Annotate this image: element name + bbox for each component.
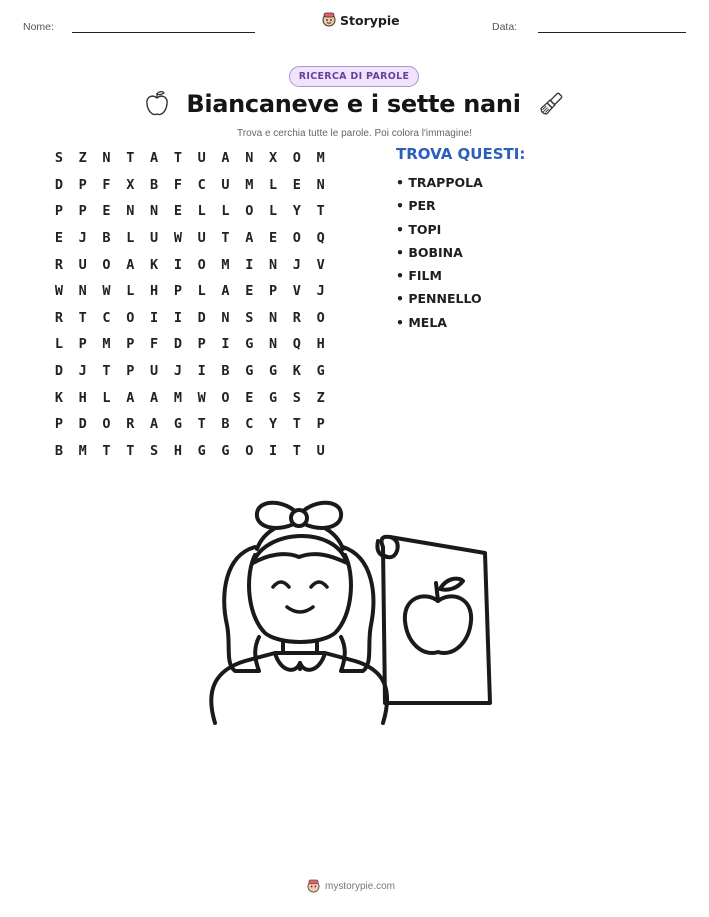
grid-cell[interactable]: X: [126, 176, 135, 193]
grid-cell[interactable]: W: [102, 283, 111, 300]
grid-cell[interactable]: F: [102, 176, 111, 193]
grid-cell[interactable]: Y: [269, 416, 278, 433]
grid-cell[interactable]: G: [173, 416, 182, 433]
grid-cell[interactable]: E: [173, 203, 182, 220]
grid-cell[interactable]: T: [102, 442, 111, 459]
grid-cell[interactable]: I: [173, 309, 182, 326]
grid-cell[interactable]: A: [221, 283, 230, 300]
grid-cell[interactable]: U: [197, 150, 206, 167]
word-list-item: • BOBINA: [396, 241, 525, 264]
grid-cell[interactable]: L: [269, 176, 278, 193]
grid-cell[interactable]: T: [221, 230, 230, 247]
grid-cell[interactable]: H: [150, 283, 159, 300]
instructions: Trova e cerchia tutte le parole. Poi colora l'immagine!: [237, 128, 472, 139]
grid-cell[interactable]: M: [316, 150, 325, 167]
grid-cell[interactable]: M: [221, 256, 230, 273]
grid-row: [47, 172, 333, 199]
grid-cell[interactable]: B: [150, 176, 159, 193]
paintbrush-icon: [537, 90, 565, 118]
word-list-item: • TOPI: [396, 218, 525, 241]
grid-cell[interactable]: R: [54, 309, 63, 326]
snow-white-illustration: [195, 485, 515, 725]
grid-cell[interactable]: T: [292, 442, 301, 459]
brand-logo: [322, 12, 400, 28]
grid-cell[interactable]: U: [197, 230, 206, 247]
grid-cell[interactable]: P: [54, 203, 63, 220]
grid-cell[interactable]: L: [126, 230, 135, 247]
grid-cell[interactable]: U: [221, 176, 230, 193]
grid-cell[interactable]: N: [78, 283, 87, 300]
grid-cell[interactable]: B: [102, 230, 111, 247]
grid-cell[interactable]: P: [197, 336, 206, 353]
grid-cell[interactable]: I: [221, 336, 230, 353]
grid-cell[interactable]: T: [173, 150, 182, 167]
activity-badge: RICERCA DI PAROLE: [289, 66, 419, 87]
grid-cell[interactable]: Q: [316, 230, 325, 247]
grid-cell[interactable]: C: [197, 176, 206, 193]
grid-cell[interactable]: N: [245, 150, 254, 167]
grid-cell[interactable]: N: [126, 203, 135, 220]
grid-cell[interactable]: F: [150, 336, 159, 353]
word-search-grid: [47, 145, 333, 464]
grid-row: [47, 438, 333, 465]
grid-cell[interactable]: I: [245, 256, 254, 273]
grid-cell[interactable]: R: [126, 416, 135, 433]
grid-cell[interactable]: Z: [78, 150, 87, 167]
grid-cell[interactable]: G: [221, 442, 230, 459]
grid-row: [47, 331, 333, 358]
word-list-item: • PER: [396, 194, 525, 217]
title-row: [0, 90, 709, 118]
grid-cell[interactable]: I: [173, 256, 182, 273]
grid-cell[interactable]: W: [197, 389, 206, 406]
grid-cell[interactable]: U: [150, 363, 159, 380]
grid-cell[interactable]: E: [292, 176, 301, 193]
grid-cell[interactable]: O: [221, 389, 230, 406]
grid-row: [47, 251, 333, 278]
word-list: [396, 171, 525, 334]
grid-cell[interactable]: P: [126, 336, 135, 353]
grid-cell[interactable]: G: [197, 442, 206, 459]
grid-cell[interactable]: A: [150, 150, 159, 167]
grid-cell[interactable]: L: [269, 203, 278, 220]
grid-row: [47, 145, 333, 172]
grid-cell[interactable]: U: [150, 230, 159, 247]
grid-cell[interactable]: U: [316, 442, 325, 459]
grid-cell[interactable]: S: [150, 442, 159, 459]
grid-cell[interactable]: D: [173, 336, 182, 353]
grid-cell[interactable]: R: [292, 309, 301, 326]
grid-cell[interactable]: K: [150, 256, 159, 273]
word-list-item: • PENNELLO: [396, 287, 525, 310]
grid-cell[interactable]: J: [78, 363, 87, 380]
grid-cell[interactable]: J: [316, 283, 325, 300]
footer-url[interactable]: mystorypie.com: [325, 881, 396, 892]
grid-row: [47, 384, 333, 411]
grid-cell[interactable]: T: [197, 416, 206, 433]
grid-cell[interactable]: O: [245, 442, 254, 459]
grid-cell[interactable]: M: [78, 442, 87, 459]
grid-cell[interactable]: U: [78, 256, 87, 273]
grid-cell[interactable]: H: [78, 389, 87, 406]
grid-cell[interactable]: E: [245, 389, 254, 406]
grid-cell[interactable]: D: [197, 309, 206, 326]
grid-cell[interactable]: H: [173, 442, 182, 459]
grid-row: [47, 411, 333, 438]
grid-cell[interactable]: C: [102, 309, 111, 326]
grid-cell[interactable]: S: [245, 309, 254, 326]
grid-cell[interactable]: N: [269, 336, 278, 353]
word-list-title: TROVA QUESTI:: [396, 145, 526, 163]
grid-cell[interactable]: V: [292, 283, 301, 300]
grid-cell[interactable]: J: [78, 230, 87, 247]
grid-row: [47, 358, 333, 385]
grid-cell[interactable]: P: [173, 283, 182, 300]
grid-cell[interactable]: P: [126, 363, 135, 380]
storypie-mascot-icon: [307, 879, 320, 894]
grid-cell[interactable]: M: [102, 336, 111, 353]
grid-cell[interactable]: A: [126, 389, 135, 406]
grid-cell[interactable]: N: [316, 176, 325, 193]
grid-cell[interactable]: G: [245, 336, 254, 353]
grid-cell[interactable]: S: [54, 150, 63, 167]
grid-cell[interactable]: P: [316, 416, 325, 433]
grid-cell[interactable]: T: [126, 150, 135, 167]
grid-cell[interactable]: A: [126, 256, 135, 273]
grid-cell[interactable]: D: [78, 416, 87, 433]
grid-cell[interactable]: T: [292, 416, 301, 433]
apple-icon: [144, 90, 170, 118]
grid-cell[interactable]: N: [150, 203, 159, 220]
grid-cell[interactable]: J: [173, 363, 182, 380]
footer: [307, 879, 395, 894]
grid-cell[interactable]: P: [78, 176, 87, 193]
grid-cell[interactable]: L: [54, 336, 63, 353]
grid-cell[interactable]: O: [292, 150, 301, 167]
grid-cell[interactable]: P: [78, 203, 87, 220]
grid-cell[interactable]: N: [269, 256, 278, 273]
name-line: [72, 32, 255, 33]
grid-cell[interactable]: E: [269, 230, 278, 247]
grid-cell[interactable]: P: [54, 416, 63, 433]
grid-cell[interactable]: L: [221, 203, 230, 220]
grid-row: [47, 198, 333, 225]
grid-cell[interactable]: E: [102, 203, 111, 220]
grid-cell[interactable]: L: [197, 283, 206, 300]
grid-cell[interactable]: Z: [316, 389, 325, 406]
grid-cell[interactable]: T: [316, 203, 325, 220]
grid-cell[interactable]: E: [245, 283, 254, 300]
page-title: Biancaneve e i sette nani: [186, 90, 521, 118]
grid-cell[interactable]: M: [245, 176, 254, 193]
grid-row: [47, 278, 333, 305]
grid-cell[interactable]: N: [102, 150, 111, 167]
word-list-item: • MELA: [396, 311, 525, 334]
grid-cell[interactable]: I: [197, 363, 206, 380]
grid-cell[interactable]: N: [221, 309, 230, 326]
grid-cell[interactable]: A: [245, 230, 254, 247]
grid-cell[interactable]: R: [54, 256, 63, 273]
grid-cell[interactable]: Y: [292, 203, 301, 220]
grid-cell[interactable]: W: [54, 283, 63, 300]
grid-cell[interactable]: T: [78, 309, 87, 326]
grid-cell[interactable]: L: [126, 283, 135, 300]
grid-cell[interactable]: B: [221, 416, 230, 433]
grid-cell[interactable]: Q: [292, 336, 301, 353]
grid-cell[interactable]: O: [197, 256, 206, 273]
grid-cell[interactable]: T: [126, 442, 135, 459]
grid-cell[interactable]: T: [102, 363, 111, 380]
name-label: Nome:: [23, 21, 54, 33]
grid-cell[interactable]: X: [269, 150, 278, 167]
grid-cell[interactable]: A: [150, 389, 159, 406]
grid-cell[interactable]: P: [269, 283, 278, 300]
grid-cell[interactable]: O: [316, 309, 325, 326]
grid-cell[interactable]: F: [173, 176, 182, 193]
date-label: Data:: [492, 21, 518, 33]
grid-cell[interactable]: G: [269, 389, 278, 406]
grid-cell[interactable]: S: [292, 389, 301, 406]
scroll-icon: [377, 537, 490, 703]
grid-cell[interactable]: D: [54, 363, 63, 380]
grid-cell[interactable]: B: [54, 442, 63, 459]
storypie-mascot-icon: [322, 12, 336, 28]
grid-cell[interactable]: O: [102, 256, 111, 273]
grid-cell[interactable]: O: [245, 203, 254, 220]
grid-cell[interactable]: I: [150, 309, 159, 326]
grid-cell[interactable]: N: [269, 309, 278, 326]
grid-cell[interactable]: O: [102, 416, 111, 433]
grid-cell[interactable]: D: [54, 176, 63, 193]
grid-cell[interactable]: A: [221, 150, 230, 167]
word-list-item: • FILM: [396, 264, 525, 287]
bow-icon: [257, 503, 341, 528]
grid-cell[interactable]: I: [269, 442, 278, 459]
date-line: [538, 32, 686, 33]
grid-cell[interactable]: A: [150, 416, 159, 433]
grid-cell[interactable]: L: [102, 389, 111, 406]
grid-cell[interactable]: O: [126, 309, 135, 326]
grid-cell[interactable]: G: [316, 363, 325, 380]
grid-cell[interactable]: P: [78, 336, 87, 353]
word-list-panel: [396, 145, 525, 334]
grid-cell[interactable]: W: [173, 230, 182, 247]
grid-cell[interactable]: K: [54, 389, 63, 406]
grid-cell[interactable]: K: [292, 363, 301, 380]
brand-name: Storypie: [340, 12, 400, 28]
grid-cell[interactable]: O: [292, 230, 301, 247]
grid-row: [47, 225, 333, 252]
grid-cell[interactable]: J: [292, 256, 301, 273]
grid-row: [47, 305, 333, 332]
grid-cell[interactable]: B: [221, 363, 230, 380]
grid-cell[interactable]: V: [316, 256, 325, 273]
grid-cell[interactable]: H: [316, 336, 325, 353]
grid-cell[interactable]: L: [197, 203, 206, 220]
grid-cell[interactable]: G: [269, 363, 278, 380]
grid-cell[interactable]: G: [245, 363, 254, 380]
grid-cell[interactable]: M: [173, 389, 182, 406]
word-list-item: • TRAPPOLA: [396, 171, 525, 194]
grid-cell[interactable]: C: [245, 416, 254, 433]
grid-cell[interactable]: E: [54, 230, 63, 247]
